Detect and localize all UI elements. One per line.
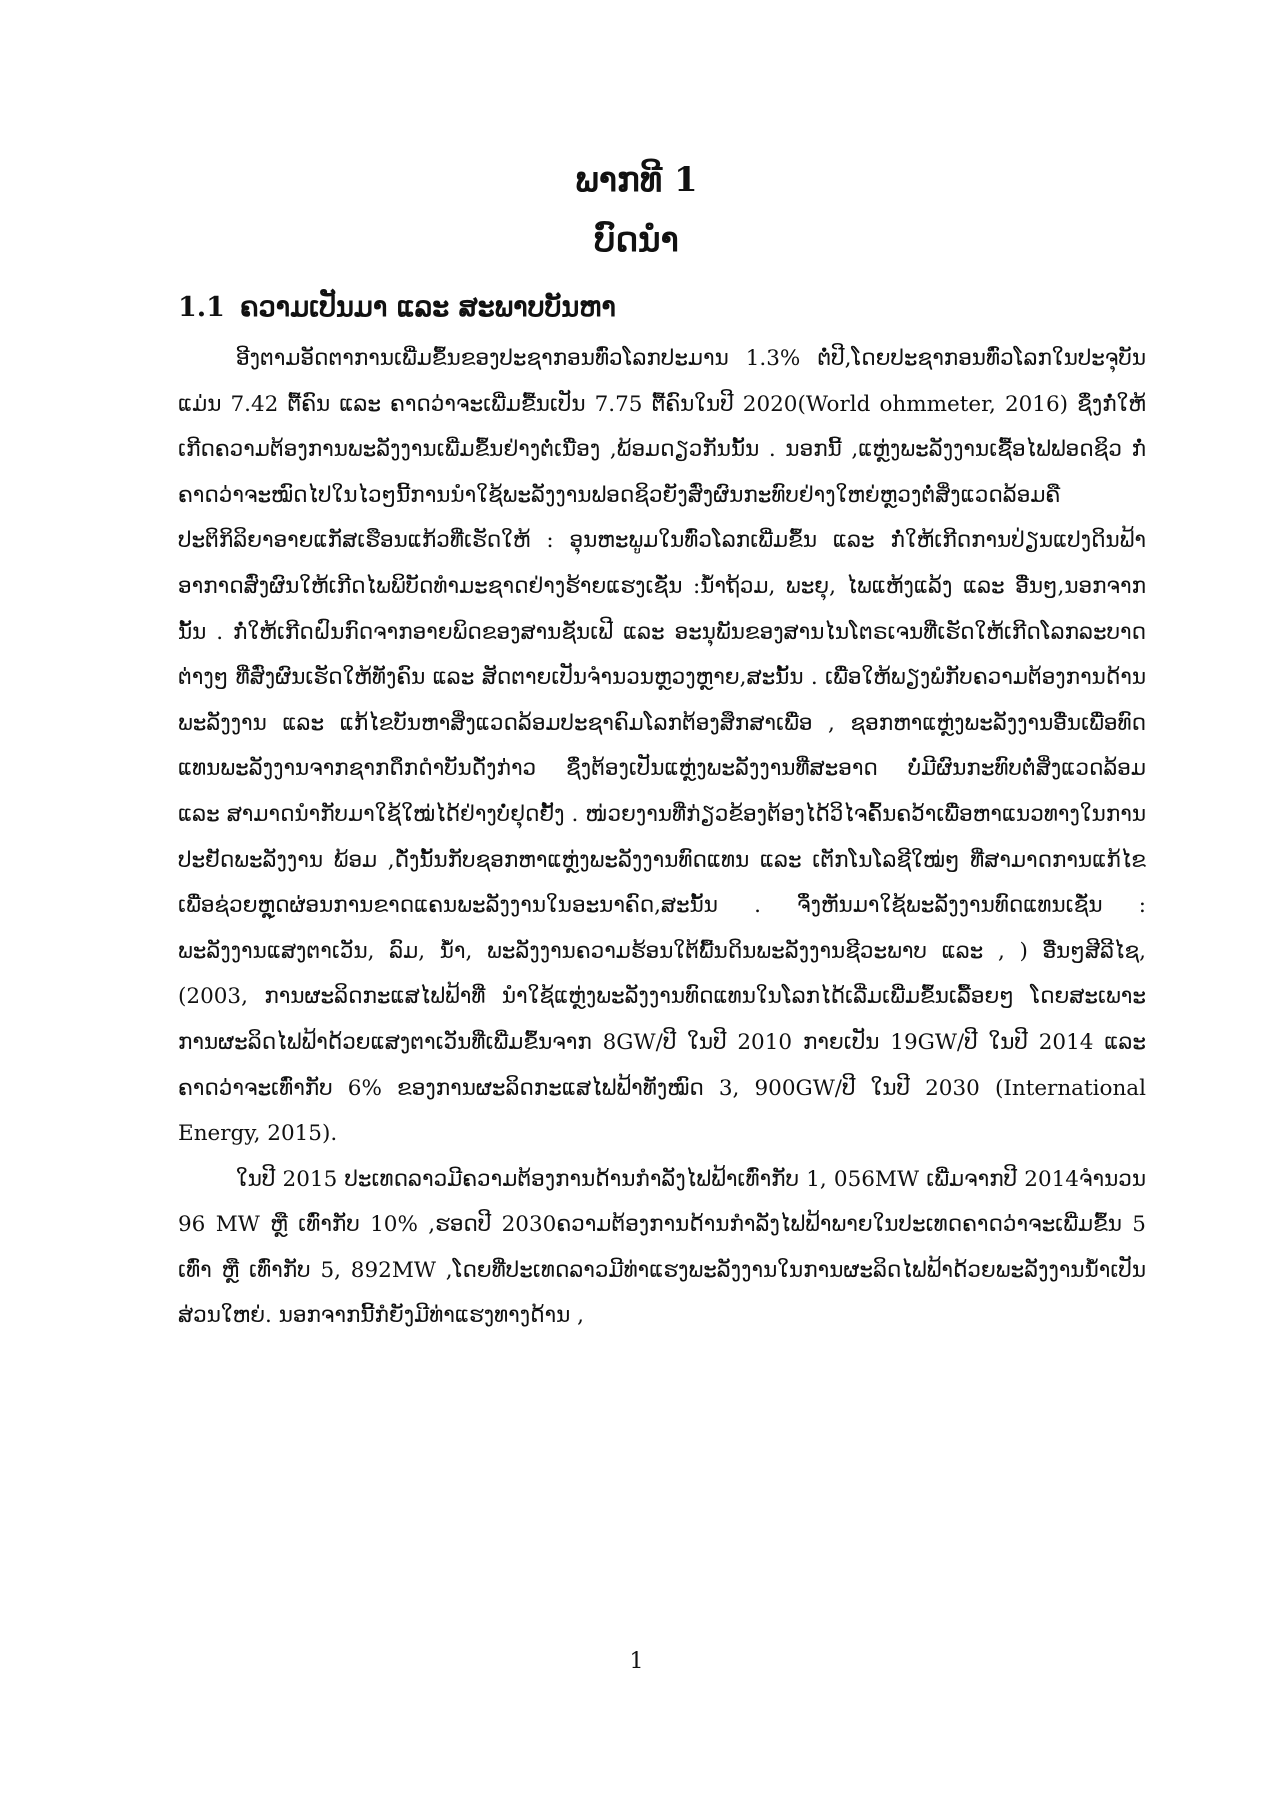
section-title: ຄວາມເປັນມາ ແລະ ສະພາບບັນຫາ: [240, 292, 616, 323]
paragraph: ໃນປີ 2015 ປະເທດລາວມີຄວາມຕ້ອງການດ້ານກໍາລັງໄຟຟ້າເທົ່າກັບ 1, 056MW ເພີ່ມຈາກປີ 2014ຈໍານວນ 96 MW ຫຼື ເທົ່າກັບ 10% ,ຮອດປີ 2030ຄວາມຕ້ອງການດ້ານກໍາລັງໄຟຟ້າພາຍໃນປະເທດຄາດວ່າຈະເພີ່ມຂຶ້ນ 5 ເທົ່າ ຫຼື ເທົ່າກັບ 5, 892MW ,ໂດຍທີ່ປະເທດລາວມີທ່າແຮງພະລັງງານໃນການຜະລິດໄຟຟ້າດ້ວຍພະລັງງານນໍ້າເປັນສ່ວນໃຫຍ່. ນອກຈາກນີ້ກໍຍັງມີທ່າແຮງທາງດ້ານ ,: [178, 1166, 1146, 1329]
page-number: 1: [629, 1649, 644, 1674]
body-text: [178, 336, 1146, 1339]
paragraph: ອີງຕາມອັດຕາການເພີ່ມຂຶ້ນຂອງປະຊາກອນທົ່ວໂລກປະມານ 1.3% ຕໍ່ປີ,ໂດຍປະຊາກອນທົ່ວໂລກໃນປະຈຸບັນແມ່ນ 7.42 ຕື້ຄົນ ແລະ ຄາດວ່າຈະເພີ່ມຂື້ນເປັນ 7.75 ຕື້ຄົນໃນປີ 2020(World ohmmeter, 2016) ຊຶ່ງກໍ່ໃຫ້ເກີດຄວາມຕ້ອງການພະລັງງານເພີ່ມຂຶ້ນຢ່າງຕໍ່ເນື່ອງ ,ພ້ອມດຽວກັນນັ້ນ . ນອກນີ້ ,ແຫຼ່ງພະລັງງານເຊື້ອໄຟຟອດຊິວ ກໍ່ຄາດວ່າຈະໝົດໄປໃນໄວໆນີ້ການນໍາໃຊ້ພະລັງງານຟອດຊິວຍັງສົ່ງຜົນກະທົບຢ່າງໃຫຍ່ຫຼວງຕໍ່ສິ່ງແວດລ້ອມຄືປະຕິກິລິຍາອາຍແກັສເຮືອນແກ້ວທີ່ເຮັດໃຫ້ : ອຸນຫະພູມໃນທົ່ວໂລກເພີ່ມຂຶ້ນ ແລະ ກໍ່ໃຫ້ເກີດການປ່ຽນແປງດິນຟ້າອາກາດສົ່ງຜົນໃຫ້ເກີດໄພພິບັດທໍາມະຊາດຢ່າງຮ້າຍແຮງເຊັ່ນ :ນໍ້າຖ້ວມ, ພະຍຸ, ໄພແຫ້ງແລ້ງ ແລະ ອື່ນໆ,ນອກຈາກນັ້ນ . ກໍ່ໃຫ້ເກີດຝົນກົດຈາກອາຍພິດຂອງສານຊັນເຟີ ແລະ ອະນຸພັນຂອງສານໄນໂຕຣເຈນທີ່ເຮັດໃຫ້ເກີດໂລກລະບາດຕ່າງໆ ທີ່ສົ່ງຜົນເຮັດໃຫ້ທັງຄົນ ແລະ ສັດຕາຍເປັນຈໍານວນຫຼວງຫຼາຍ,ສະນັ້ນ . ເພື່ອໃຫ້ພຽງພໍກັບຄວາມຕ້ອງການດ້ານພະລັງງານ ແລະ ແກ້ໄຂບັນຫາສິ່ງແວດລ້ອມປະຊາຄົມໂລກຕ້ອງສຶກສາເພື່ອ , ຊອກຫາແຫຼ່ງພະລັງງານອື່ນເພື່ອທົດແທນພະລັງງານຈາກຊາກດຶກດໍາບັນດັ່ງກ່າວ ຊຶ່ງຕ້ອງເປັນແຫຼ່ງພະລັງງານທີ່ສະອາດ ບໍ່ມີຜົນກະທົບຕໍ່ສິ່ງແວດລ້ອມ ແລະ ສາມາດນໍາກັບມາໃຊ້ໃໝ່ໄດ້ຢ່າງບໍ່ຢຸດຢັ້ງ . ໜ່ວຍງານທີ່ກ່ຽວຂ້ອງຕ້ອງໄດ້ວິໄຈຄົ້ນຄວ້າເພື່ອຫາແນວທາງໃນການປະຢັດພະລັງງານ ພ້ອມ ,ດັ່ງນັ້ນກັບຊອກຫາແຫຼ່ງພະລັງງານທົດແທນ ແລະ ເຕັກໂນໂລຊີໃໝ່ໆ ທີ່ສາມາດການແກ້ໄຂເພື່ອຊ່ວຍຫຼຸດຜ່ອນການຂາດແຄນພະລັງງານໃນອະນາຄົດ,ສະນັ້ນ . ຈຶ່ງຫັນມາໃຊ້ພະລັງງານທົດແທນເຊັ່ນ : ພະລັງງານແສງຕາເວັນ, ລົມ, ນໍ້າ, ພະລັງງານຄວາມຮ້ອນໃຕ້ພື້ນດິນພະລັງງານຊີວະພາບ ແລະ , ) ອື່ນໆສີລີໄຊ, (2003, ການຜະລິດກະແສໄຟຟ້າທີ່ ນໍາໃຊ້ແຫຼ່ງພະລັງງານທົດແທນໃນໂລກໄດ້ເລີ່ມເພີ່ມຂຶ້ນເລື້ອຍໆ ໂດຍສະເພາະການຜະລິດໄຟຟ້າດ້ວຍແສງຕາເວັນທີ່ເພີ່ມຂຶ້ນຈາກ 8GW/ປີ ໃນປີ 2010 ກາຍເປັນ 19GW/ປີ ໃນປີ 2014 ແລະ ຄາດວ່າຈະເທົ່າກັບ 6% ຂອງການຜະລິດກະແສໄຟຟ້າທັງໝົດ 3, 900GW/ປີ ໃນປີ 2030 (International Energy, 2015).: [178, 346, 1146, 1147]
section-heading: [178, 290, 616, 326]
chapter-title-heading: ບົດນຳ: [594, 220, 679, 260]
chapter-number-heading: ພາກທີ 1: [575, 160, 698, 200]
section-number: 1.1: [178, 292, 225, 323]
